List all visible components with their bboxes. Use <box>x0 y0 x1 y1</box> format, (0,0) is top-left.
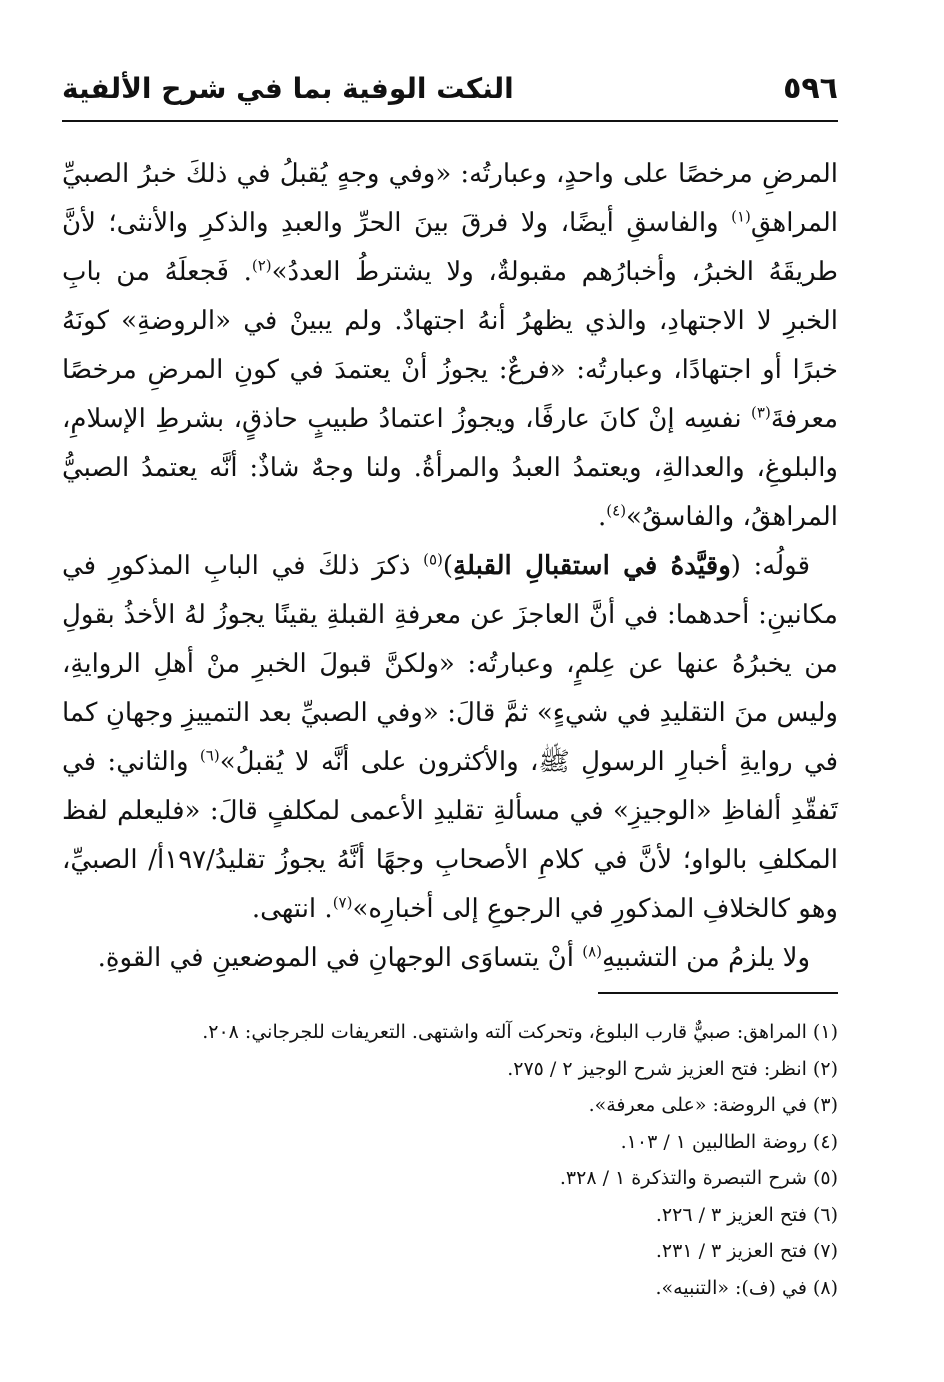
footnote: (٥) شرح التبصرة والتذكرة ١ / ٣٢٨. <box>559 1167 838 1189</box>
footnote-separator <box>598 992 838 994</box>
footnote-ref: (٥) <box>423 550 443 569</box>
main-text <box>62 150 838 983</box>
text-run: والثاني: في تَفقّدِ ألفاظِ «الوجيزِ» في مسألةِ تقليدِ الأعمى لمكلفٍ قالَ: «فليعلم لفظ المكلفِ بالواو؛ لأنَّ في كلامِ الأصحابِ وجهًا أنَّهُ يجوزُ تقليدُ/١٩٧أ/ الصبيِّ، وهو كالخلافِ المذكورِ في الرجوعِ إلى أخبارِه» <box>62 747 838 924</box>
paragraph <box>62 150 838 542</box>
text-run: . انتهى. <box>251 894 333 924</box>
text-run: . <box>598 502 607 532</box>
quoted-phrase: وقيَّدهُ في استقبالِ القبلةِ <box>453 551 731 581</box>
footnote-ref: (٤) <box>606 501 627 520</box>
footnote-ref: (٧) <box>332 893 353 912</box>
footnote: (٣) في الروضة: «على معرفة». <box>588 1094 838 1116</box>
text-run: المرضِ مرخصًا على واحدٍ، وعبارتُه: «وفي وجهٍ يُقبلُ في ذلكَ خبرُ الصبيِّ المراهقِ <box>62 159 838 238</box>
footnote: (٧) فتح العزيز ٣ / ٢٣١. <box>655 1240 838 1262</box>
footnote-ref: (١) <box>731 207 751 226</box>
footnote-ref: (٨) <box>582 942 602 961</box>
footnote: (٢) انظر: فتح العزيز شرح الوجيز ٢ / ٢٧٥. <box>507 1057 838 1080</box>
footnote: (١) المراهق: صبيٌّ قارب البلوغ، وتحركت آلته واشتهى. التعريفات للجرجاني: ٢٠٨. <box>202 1021 838 1043</box>
text-run: أنْ يتساوَى الوجهانِ في الموضعينِ في القوةِ. <box>97 943 583 973</box>
page-header <box>62 66 838 110</box>
text-run: ولا يلزمُ من التشبيهِ <box>602 943 810 973</box>
footnote: (٦) فتح العزيز ٣ / ٢٢٦. <box>655 1203 838 1226</box>
footnotes <box>62 1014 838 1306</box>
footnote: (٨) في (ف): «التنبيه». <box>655 1276 838 1299</box>
running-title: النكت الوفية بما في شرح الألفية <box>62 71 514 105</box>
text-run: . فَجعلَهُ من بابِ الخبرِ لا الاجتهادِ، والذي يظهرُ أنهُ اجتهادٌ. ولم يبينْ في «الروضةِ» كونَهُ خبرًا أو اجتهادًا، وعبارتُه: «فرعٌ: يجوزُ أنْ يعتمدَ في كونِ المرضِ مرخصًا معرفةَ <box>62 257 838 434</box>
footnote-ref: (٦) <box>199 746 220 765</box>
paragraph <box>62 542 838 934</box>
text-run: قولُه: ( <box>730 551 810 581</box>
text-run: والفاسقِ أيضًا، ولا فرقَ بينَ الحرِّ والعبدِ والذكرِ والأنثى؛ لأنَّ طريقَهُ الخبرُ، وأخبارُهم مقبولةٌ، ولا يشترطُ العددُ» <box>62 208 839 287</box>
text-run: ذكرَ ذلكَ في البابِ المذكورِ في مكانينِ: أحدهما: في أنَّ العاجزَ عن معرفةِ القبلةِ يقينًا يجوزُ لهُ الأخذُ بقولِ من يخبرُهُ عنها عن عِلمٍ، وعبارتُه: «ولكنَّ قبولَ الخبرِ منْ أهلِ الروايةِ، وليس منَ التقليدِ في شيءٍ» ثمَّ قالَ: «وفي الصبيِّ بعد التمييزِ وجهانِ كما في روايةِ أخبارِ الرسولِ ﷺ، والأكثرون على أنَّه لا يُقبلُ» <box>62 551 839 777</box>
footnote: (٤) روضة الطالبين ١ / ١٠٣. <box>620 1130 838 1153</box>
header-rule <box>62 120 838 122</box>
text-run: ) <box>442 551 454 581</box>
text-run: نفسِه إنْ كانَ عارفًا، ويجوزُ اعتمادُ طبيبٍ حاذقٍ، بشرطِ الإسلامِ، والبلوغِ، والعدالةِ، ويعتمدُ العبدُ والمرأةُ. ولنا وجهٌ شاذٌ: أنَّه يعتمدُ الصبيُّ المراهقُ، والفاسقُ» <box>62 404 838 532</box>
paragraph <box>62 934 838 983</box>
footnote-ref: (٣) <box>751 403 771 422</box>
page-number: ٥٩٦ <box>783 70 838 106</box>
footnote-ref: (٢) <box>251 256 272 275</box>
